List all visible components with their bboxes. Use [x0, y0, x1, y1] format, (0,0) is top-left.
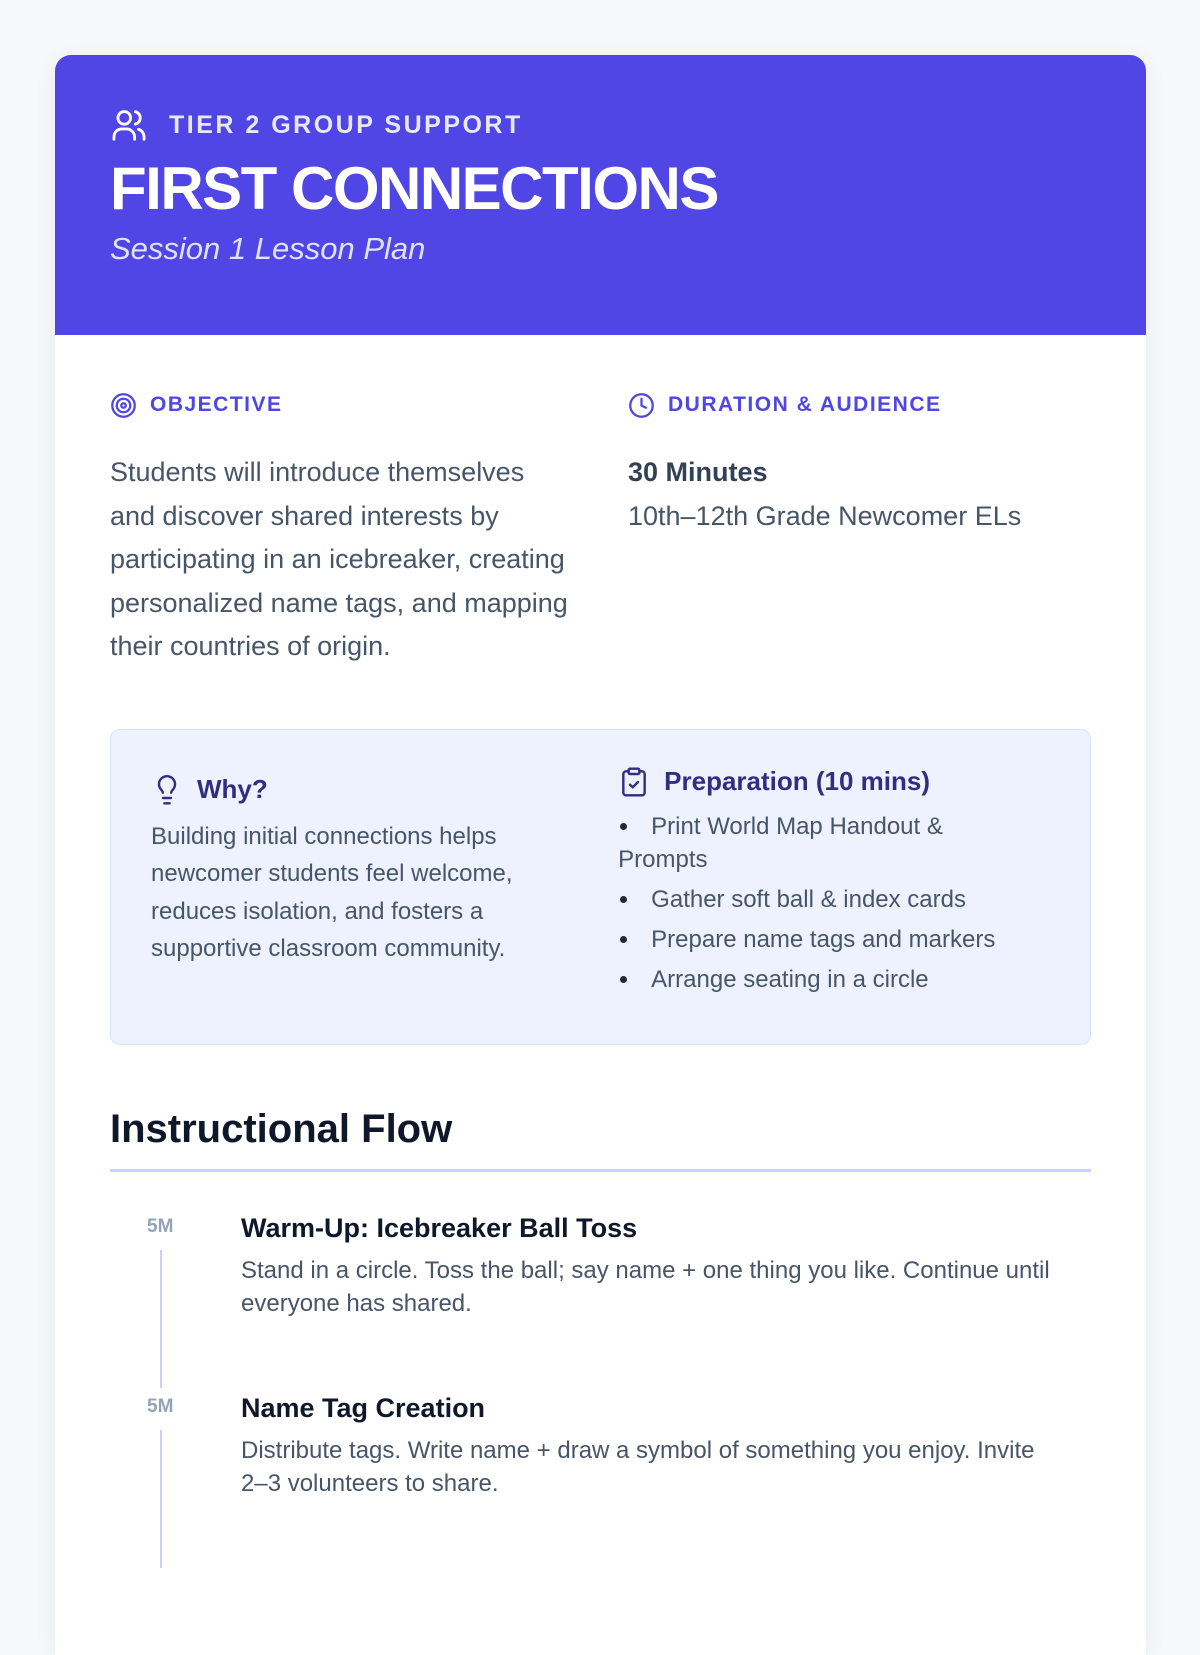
- target-icon: [110, 392, 137, 419]
- instructional-flow-heading: Instructional Flow: [110, 1105, 1091, 1172]
- step-duration: 5M: [147, 1215, 174, 1237]
- why-preparation-box: [110, 729, 1091, 1045]
- step-content: [212, 1210, 1062, 1390]
- objective-label-text: OBJECTIVE: [150, 393, 283, 416]
- objective-section: [110, 390, 628, 669]
- why-text: Building initial connections helps newcomer students feel welcome, reduces isolation, and fosters a supportive classroom community.: [151, 822, 513, 962]
- lesson-plan-card: [55, 55, 1146, 1655]
- timeline-connector: [160, 1250, 162, 1388]
- duration-label: [628, 390, 1088, 420]
- list-item: Gather soft ball & index cards: [618, 883, 1018, 916]
- page-title: FIRST CONNECTIONS: [110, 155, 718, 222]
- preparation-list: [618, 810, 1050, 996]
- users-icon: [110, 106, 148, 144]
- duration-time: 30 Minutes: [628, 457, 768, 487]
- list-item: Prepare name tags and markers: [618, 923, 1018, 956]
- audience-text: 10th–12th Grade Newcomer ELs: [628, 500, 1022, 531]
- why-section: [151, 768, 618, 1044]
- step-content: [212, 1390, 1062, 1570]
- lightbulb-icon: [151, 774, 183, 806]
- clock-icon: [628, 392, 655, 419]
- why-heading: [151, 768, 618, 812]
- step-title: Warm-Up: Icebreaker Ball Toss: [241, 1212, 638, 1243]
- timeline-step: [110, 1210, 1091, 1390]
- page-subtitle: Session 1 Lesson Plan: [110, 231, 426, 266]
- lesson-body: [55, 390, 1146, 1570]
- objective-label: [110, 390, 628, 420]
- timeline-step: [110, 1390, 1091, 1570]
- duration-label-text: DURATION & AUDIENCE: [668, 393, 942, 416]
- lesson-header: [55, 55, 1146, 335]
- tier-label: TIER 2 GROUP SUPPORT: [169, 110, 523, 139]
- step-title: Name Tag Creation: [241, 1392, 486, 1423]
- step-duration: 5M: [147, 1395, 174, 1417]
- info-row: [110, 390, 1091, 669]
- preparation-section: [618, 768, 1050, 1044]
- timeline-connector: [160, 1430, 162, 1568]
- list-item: Print World Map Handout & Prompts: [618, 810, 1018, 876]
- tier-row: [110, 105, 1091, 145]
- duration-section: [628, 390, 1088, 669]
- objective-text: Students will introduce themselves and discover shared interests by participating in an icebreaker, creating personalized name tags, and mapping their countries of origin.: [110, 457, 568, 661]
- timeline: [110, 1210, 1091, 1570]
- step-description: Stand in a circle. Toss the ball; say name + one thing you like. Continue until everyone has shared.: [241, 1256, 1050, 1317]
- preparation-heading-text: Preparation (10 mins): [664, 766, 931, 796]
- clipboard-check-icon: [618, 766, 650, 798]
- preparation-heading: [618, 764, 1050, 800]
- why-heading-text: Why?: [197, 774, 268, 804]
- step-description: Distribute tags. Write name + draw a symbol of something you enjoy. Invite 2–3 volunteers to share.: [241, 1436, 1035, 1497]
- list-item: Arrange seating in a circle: [618, 963, 1018, 996]
